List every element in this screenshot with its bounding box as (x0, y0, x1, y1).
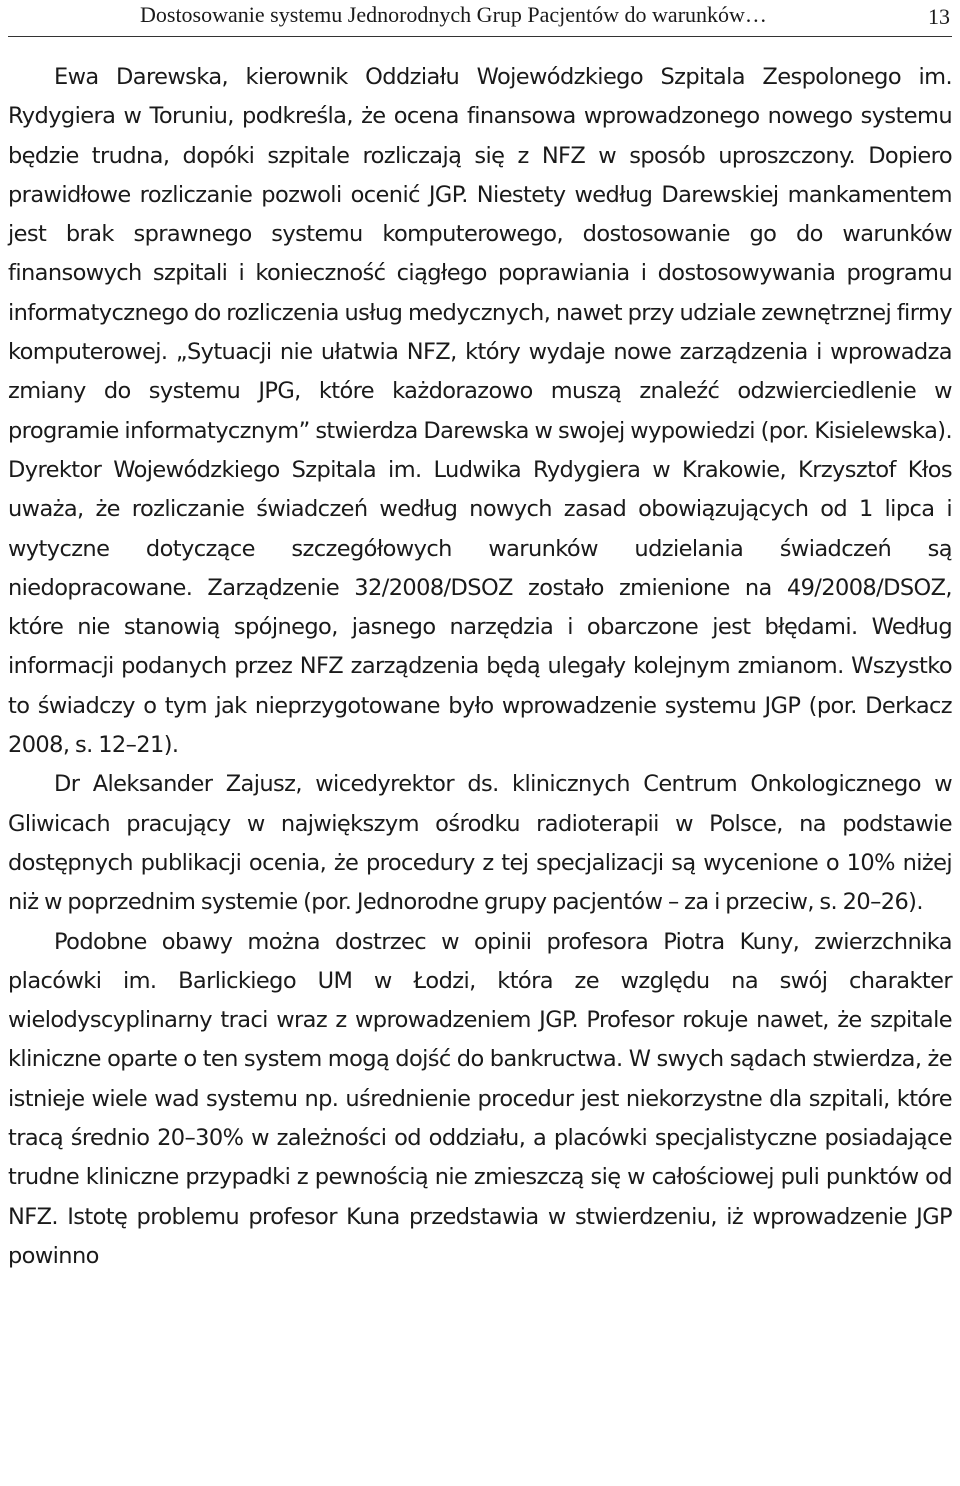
page-number: 13 (928, 4, 950, 29)
running-title: Dostosowanie systemu Jednorodnych Grup Pacjentów do warunków… (140, 2, 767, 27)
running-header (8, 0, 952, 37)
paragraph-zajusz: Dr Aleksander Zajusz, wicedyrektor ds. klinicznych Centrum Onkologicznego w Gliwicach pracujący w największym ośrodku radioterapii w Polsce, na podstawie dostępnych publikacji ocenia, że procedury z tej specjalizacji są wycenione o 10% niżej niż w poprzednim systemie (por. Jednorodne grupy pacjentów – za i przeciw, s. 20–26). (8, 771, 952, 916)
body-text (8, 58, 952, 1276)
paragraph-kuna: Podobne obawy można dostrzec w opinii profesora Piotra Kuny, zwierzchnika placówki im. Barlickiego UM w Łodzi, która ze względu na swój charakter wielodyscyplinarny traci wraz z wprowadzeniem JGP. Profesor rokuje nawet, że szpitale kliniczne oparte o ten system mogą dojść do bankructwa. W swych sądach stwierdza, że istnieje wiele wad systemu np. uśrednienie procedur jest niekorzystne dla szpitali, które tracą średnio 20–30% w zależności od oddziału, a placówki specjalistyczne posiadające trudne kliniczne przypadki z pewnością nie zmieszczą się w całościowej puli punktów od NFZ. Istotę problemu profesor Kuna przedstawia w stwierdzeniu, iż wprowadzenie JGP powinno (8, 928, 952, 1269)
paragraph-darewska-klos: Ewa Darewska, kierownik Oddziału Wojewódzkiego Szpitala Zespolonego im. Rydygiera w Toruniu, podkreśla, że ocena finansowa wprowadzonego nowego systemu będzie trudna, dopóki szpitale rozliczają się z NFZ w sposób uproszczony. Dopiero prawidłowe rozliczanie pozwoli ocenić JGP. Niestety według Darewskiej mankamentem jest brak sprawnego systemu komputerowego, dostosowanie go do warunków finansowych szpitali i konieczność ciągłego poprawiania i dostosowywania programu informatycznego do rozliczenia usług medycznych, nawet przy udziale zewnętrznej firmy komputerowej. „Sytuacji nie ułatwia NFZ, który wydaje nowe zarządzenia i wprowadza zmiany do systemu JPG, które każdorazowo muszą znaleźć odzwierciedlenie w programie informatycznym” stwierdza Darewska w swojej wypowiedzi (por. Kisielewska). Dyrektor Wojewódzkiego Szpitala im. Ludwika Rydygiera w Krakowie, Krzysztof Kłos uważa, że rozliczanie świadczeń według nowych zasad obowiązujących od 1 lipca i wytyczne dotyczące szczegółowych warunków udzielania świadczeń są niedopracowane. Zarządzenie 32/2008/DSOZ zostało zmienione na 49/2008/DSOZ, które nie stanowią spójnego, jasnego narzędzia i obarczone jest błędami. Według informacji podanych przez NFZ zarządzenia będą ulegały kolejnym zmianom. Wszystko to świadczy o tym jak nieprzygotowane było wprowadzenie systemu JGP (por. Derkacz 2008, s. 12–21). (8, 64, 952, 759)
